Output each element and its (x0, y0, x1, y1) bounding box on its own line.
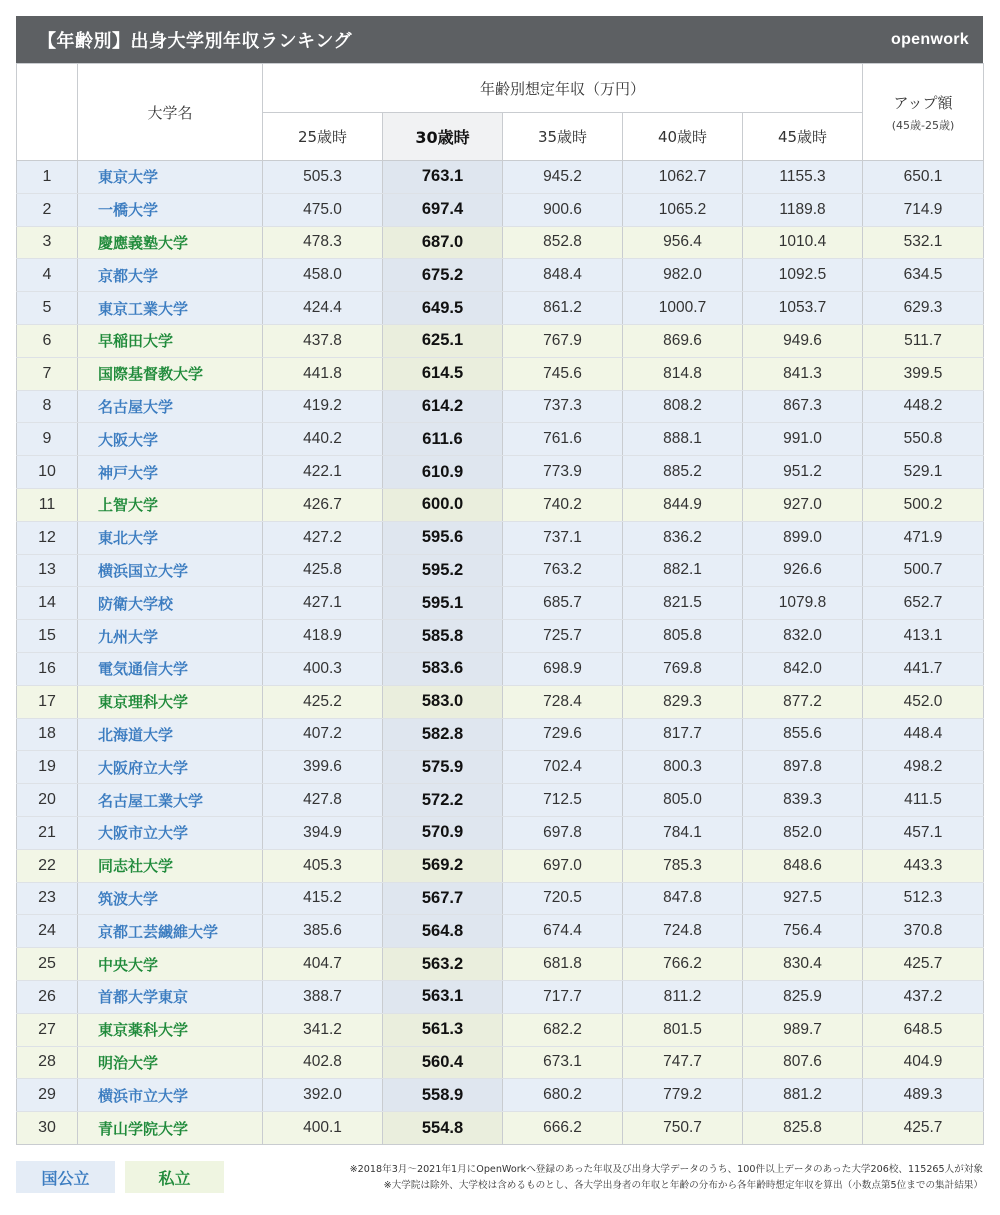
rank-cell: 14 (17, 587, 78, 620)
salary-40: 844.9 (623, 488, 743, 521)
salary-40: 982.0 (623, 259, 743, 292)
salary-45: 899.0 (743, 521, 863, 554)
salary-30: 611.6 (383, 423, 503, 456)
salary-45: 832.0 (743, 620, 863, 653)
salary-40: 800.3 (623, 751, 743, 784)
salary-35: 712.5 (503, 784, 623, 817)
table-row (17, 226, 984, 259)
salary-40: 805.0 (623, 784, 743, 817)
salary-increase: 489.3 (863, 1079, 984, 1112)
salary-increase: 714.9 (863, 193, 984, 226)
salary-25: 399.6 (263, 751, 383, 784)
university-name: 国際基督教大学 (78, 357, 263, 390)
rank-cell: 11 (17, 488, 78, 521)
salary-40: 956.4 (623, 226, 743, 259)
salary-40: 829.3 (623, 685, 743, 718)
rank-cell: 10 (17, 456, 78, 489)
salary-30: 595.2 (383, 554, 503, 587)
salary-30: 583.0 (383, 685, 503, 718)
table-row (17, 423, 984, 456)
salary-35: 666.2 (503, 1112, 623, 1145)
salary-35: 728.4 (503, 685, 623, 718)
salary-35: 725.7 (503, 620, 623, 653)
salary-35: 682.2 (503, 1013, 623, 1046)
salary-45: 927.0 (743, 488, 863, 521)
rank-cell: 26 (17, 980, 78, 1013)
salary-35: 767.9 (503, 324, 623, 357)
salary-30: 558.9 (383, 1079, 503, 1112)
salary-35: 674.4 (503, 915, 623, 948)
salary-40: 779.2 (623, 1079, 743, 1112)
salary-40: 814.8 (623, 357, 743, 390)
rank-cell: 22 (17, 849, 78, 882)
salary-25: 400.3 (263, 652, 383, 685)
salary-45: 756.4 (743, 915, 863, 948)
salary-40: 885.2 (623, 456, 743, 489)
rank-cell: 21 (17, 816, 78, 849)
rank-cell: 9 (17, 423, 78, 456)
salary-increase: 441.7 (863, 652, 984, 685)
rank-cell: 27 (17, 1013, 78, 1046)
table-row (17, 554, 984, 587)
legend-national: 国公立 (16, 1161, 115, 1193)
salary-35: 848.4 (503, 259, 623, 292)
salary-25: 341.2 (263, 1013, 383, 1046)
salary-45: 852.0 (743, 816, 863, 849)
salary-40: 724.8 (623, 915, 743, 948)
salary-35: 737.3 (503, 390, 623, 423)
salary-45: 825.8 (743, 1112, 863, 1145)
salary-30: 572.2 (383, 784, 503, 817)
salary-25: 478.3 (263, 226, 383, 259)
salary-increase: 550.8 (863, 423, 984, 456)
table-row (17, 1112, 984, 1145)
rank-cell: 4 (17, 259, 78, 292)
salary-25: 402.8 (263, 1046, 383, 1079)
salary-increase: 500.2 (863, 488, 984, 521)
salary-increase: 634.5 (863, 259, 984, 292)
university-name: 早稲田大学 (78, 324, 263, 357)
salary-45: 830.4 (743, 948, 863, 981)
rank-cell: 24 (17, 915, 78, 948)
university-name: 青山学院大学 (78, 1112, 263, 1145)
table-row (17, 324, 984, 357)
salary-45: 927.5 (743, 882, 863, 915)
salary-35: 763.2 (503, 554, 623, 587)
salary-45: 1079.8 (743, 587, 863, 620)
salary-30: 569.2 (383, 849, 503, 882)
rank-cell: 13 (17, 554, 78, 587)
salary-increase: 448.4 (863, 718, 984, 751)
rank-cell: 30 (17, 1112, 78, 1145)
salary-25: 505.3 (263, 161, 383, 194)
table-row (17, 259, 984, 292)
salary-25: 418.9 (263, 620, 383, 653)
salary-30: 570.9 (383, 816, 503, 849)
age-salary-group-header: 年齢別想定年収（万円） (263, 64, 863, 113)
salary-45: 1010.4 (743, 226, 863, 259)
salary-30: 614.5 (383, 357, 503, 390)
rank-cell: 28 (17, 1046, 78, 1079)
salary-40: 766.2 (623, 948, 743, 981)
table-row (17, 882, 984, 915)
university-name: 神戸大学 (78, 456, 263, 489)
salary-increase: 648.5 (863, 1013, 984, 1046)
salary-35: 745.6 (503, 357, 623, 390)
salary-25: 392.0 (263, 1079, 383, 1112)
salary-30: 649.5 (383, 292, 503, 325)
salary-increase: 512.3 (863, 882, 984, 915)
salary-increase: 448.2 (863, 390, 984, 423)
university-name: 筑波大学 (78, 882, 263, 915)
salary-25: 419.2 (263, 390, 383, 423)
university-name: 九州大学 (78, 620, 263, 653)
salary-45: 1092.5 (743, 259, 863, 292)
salary-40: 882.1 (623, 554, 743, 587)
salary-30: 560.4 (383, 1046, 503, 1079)
salary-35: 681.8 (503, 948, 623, 981)
salary-30: 610.9 (383, 456, 503, 489)
table-row (17, 751, 984, 784)
salary-35: 697.8 (503, 816, 623, 849)
table-row (17, 652, 984, 685)
salary-30: 583.6 (383, 652, 503, 685)
university-name: 京都大学 (78, 259, 263, 292)
brand-logo: openwork (891, 30, 969, 48)
salary-increase: 413.1 (863, 620, 984, 653)
salary-35: 680.2 (503, 1079, 623, 1112)
salary-increase: 650.1 (863, 161, 984, 194)
salary-35: 761.6 (503, 423, 623, 456)
salary-35: 720.5 (503, 882, 623, 915)
university-name: 名古屋大学 (78, 390, 263, 423)
ranking-table (16, 63, 984, 1145)
salary-45: 1189.8 (743, 193, 863, 226)
salary-40: 747.7 (623, 1046, 743, 1079)
salary-30: 697.4 (383, 193, 503, 226)
university-name: 京都工芸繊維大学 (78, 915, 263, 948)
age-25-header: 25歳時 (263, 113, 383, 161)
salary-30: 595.1 (383, 587, 503, 620)
salary-40: 784.1 (623, 816, 743, 849)
salary-45: 867.3 (743, 390, 863, 423)
salary-40: 888.1 (623, 423, 743, 456)
age-45-header: 45歳時 (743, 113, 863, 161)
salary-30: 585.8 (383, 620, 503, 653)
salary-increase: 457.1 (863, 816, 984, 849)
rank-cell: 8 (17, 390, 78, 423)
table-row (17, 357, 984, 390)
salary-25: 440.2 (263, 423, 383, 456)
salary-25: 425.2 (263, 685, 383, 718)
salary-40: 1000.7 (623, 292, 743, 325)
salary-30: 600.0 (383, 488, 503, 521)
salary-45: 839.3 (743, 784, 863, 817)
university-name: 大阪府立大学 (78, 751, 263, 784)
table-row (17, 784, 984, 817)
age-40-header: 40歳時 (623, 113, 743, 161)
salary-40: 847.8 (623, 882, 743, 915)
rank-cell: 17 (17, 685, 78, 718)
salary-40: 1062.7 (623, 161, 743, 194)
salary-25: 407.2 (263, 718, 383, 751)
salary-25: 437.8 (263, 324, 383, 357)
salary-25: 415.2 (263, 882, 383, 915)
salary-increase: 425.7 (863, 1112, 984, 1145)
university-name: 大阪大学 (78, 423, 263, 456)
rank-cell: 16 (17, 652, 78, 685)
salary-35: 900.6 (503, 193, 623, 226)
salary-30: 563.2 (383, 948, 503, 981)
salary-25: 405.3 (263, 849, 383, 882)
salary-35: 698.9 (503, 652, 623, 685)
salary-30: 763.1 (383, 161, 503, 194)
salary-25: 426.7 (263, 488, 383, 521)
salary-45: 1053.7 (743, 292, 863, 325)
salary-45: 807.6 (743, 1046, 863, 1079)
increase-header-label: アップ額 (893, 93, 953, 112)
salary-increase: 629.3 (863, 292, 984, 325)
rank-cell: 5 (17, 292, 78, 325)
university-name: 電気通信大学 (78, 652, 263, 685)
salary-45: 848.6 (743, 849, 863, 882)
rank-cell: 2 (17, 193, 78, 226)
salary-45: 877.2 (743, 685, 863, 718)
salary-45: 881.2 (743, 1079, 863, 1112)
salary-40: 769.8 (623, 652, 743, 685)
rank-cell: 7 (17, 357, 78, 390)
salary-40: 801.5 (623, 1013, 743, 1046)
university-name: 一橋大学 (78, 193, 263, 226)
rank-cell: 29 (17, 1079, 78, 1112)
salary-increase: 425.7 (863, 948, 984, 981)
salary-35: 861.2 (503, 292, 623, 325)
university-name: 東京工業大学 (78, 292, 263, 325)
salary-increase: 500.7 (863, 554, 984, 587)
salary-30: 614.2 (383, 390, 503, 423)
salary-30: 563.1 (383, 980, 503, 1013)
university-name: 慶應義塾大学 (78, 226, 263, 259)
salary-25: 388.7 (263, 980, 383, 1013)
salary-35: 740.2 (503, 488, 623, 521)
ranking-rows (17, 161, 984, 1145)
university-name: 同志社大学 (78, 849, 263, 882)
university-name: 横浜市立大学 (78, 1079, 263, 1112)
footnotes (350, 1162, 983, 1194)
university-name: 東京理科大学 (78, 685, 263, 718)
table-row (17, 521, 984, 554)
rank-cell: 23 (17, 882, 78, 915)
university-name: 北海道大学 (78, 718, 263, 751)
rank-cell: 19 (17, 751, 78, 784)
salary-30: 625.1 (383, 324, 503, 357)
university-name: 上智大学 (78, 488, 263, 521)
salary-25: 394.9 (263, 816, 383, 849)
legend (16, 1161, 224, 1193)
salary-increase: 532.1 (863, 226, 984, 259)
table-row (17, 718, 984, 751)
title-bar (16, 16, 983, 63)
salary-increase: 411.5 (863, 784, 984, 817)
salary-25: 385.6 (263, 915, 383, 948)
salary-increase: 511.7 (863, 324, 984, 357)
salary-45: 949.6 (743, 324, 863, 357)
university-name: 名古屋工業大学 (78, 784, 263, 817)
salary-45: 825.9 (743, 980, 863, 1013)
table-row (17, 915, 984, 948)
salary-25: 475.0 (263, 193, 383, 226)
table-row (17, 1013, 984, 1046)
salary-increase: 471.9 (863, 521, 984, 554)
table-row (17, 292, 984, 325)
salary-40: 785.3 (623, 849, 743, 882)
university-name: 中央大学 (78, 948, 263, 981)
salary-45: 897.8 (743, 751, 863, 784)
salary-increase: 652.7 (863, 587, 984, 620)
salary-45: 842.0 (743, 652, 863, 685)
salary-increase: 452.0 (863, 685, 984, 718)
salary-45: 841.3 (743, 357, 863, 390)
salary-40: 750.7 (623, 1112, 743, 1145)
rank-cell: 15 (17, 620, 78, 653)
salary-40: 821.5 (623, 587, 743, 620)
salary-40: 817.7 (623, 718, 743, 751)
salary-25: 441.8 (263, 357, 383, 390)
table-row (17, 193, 984, 226)
salary-30: 675.2 (383, 259, 503, 292)
salary-40: 836.2 (623, 521, 743, 554)
age-30-header: 30歳時 (383, 113, 503, 161)
age-35-header: 35歳時 (503, 113, 623, 161)
salary-30: 582.8 (383, 718, 503, 751)
table-row (17, 390, 984, 423)
university-name: 東京大学 (78, 161, 263, 194)
increase-header (863, 64, 984, 161)
table-row (17, 1079, 984, 1112)
table-row (17, 161, 984, 194)
table-row (17, 948, 984, 981)
salary-30: 561.3 (383, 1013, 503, 1046)
rank-cell: 20 (17, 784, 78, 817)
salary-increase: 437.2 (863, 980, 984, 1013)
salary-40: 869.6 (623, 324, 743, 357)
university-name: 横浜国立大学 (78, 554, 263, 587)
table-row (17, 980, 984, 1013)
salary-increase: 498.2 (863, 751, 984, 784)
salary-30: 575.9 (383, 751, 503, 784)
legend-private: 私立 (125, 1161, 224, 1193)
table-row (17, 816, 984, 849)
salary-increase: 443.3 (863, 849, 984, 882)
salary-45: 951.2 (743, 456, 863, 489)
footnote-method: ※大学院は除外、大学校は含めるものとし、各大学出身者の年収と年齢の分布から各年齢時想定年収を算出（小数点第5位までの集計結果） (383, 1180, 983, 1191)
rank-header (17, 64, 78, 161)
rank-cell: 18 (17, 718, 78, 751)
salary-35: 697.0 (503, 849, 623, 882)
rank-cell: 12 (17, 521, 78, 554)
salary-increase: 404.9 (863, 1046, 984, 1079)
salary-40: 1065.2 (623, 193, 743, 226)
salary-45: 989.7 (743, 1013, 863, 1046)
salary-25: 425.8 (263, 554, 383, 587)
salary-30: 554.8 (383, 1112, 503, 1145)
increase-header-sublabel: (45歳-25歳) (891, 118, 955, 132)
salary-increase: 370.8 (863, 915, 984, 948)
salary-35: 773.9 (503, 456, 623, 489)
salary-30: 567.7 (383, 882, 503, 915)
salary-30: 687.0 (383, 226, 503, 259)
university-name: 明治大学 (78, 1046, 263, 1079)
salary-25: 404.7 (263, 948, 383, 981)
salary-35: 945.2 (503, 161, 623, 194)
university-name: 東京薬科大学 (78, 1013, 263, 1046)
university-name: 首都大学東京 (78, 980, 263, 1013)
salary-25: 400.1 (263, 1112, 383, 1145)
salary-45: 855.6 (743, 718, 863, 751)
salary-35: 737.1 (503, 521, 623, 554)
university-name: 大阪市立大学 (78, 816, 263, 849)
rank-cell: 25 (17, 948, 78, 981)
salary-35: 852.8 (503, 226, 623, 259)
table-row (17, 1046, 984, 1079)
salary-40: 805.8 (623, 620, 743, 653)
table-row (17, 685, 984, 718)
salary-35: 702.4 (503, 751, 623, 784)
salary-25: 427.2 (263, 521, 383, 554)
salary-25: 427.8 (263, 784, 383, 817)
table-row (17, 456, 984, 489)
salary-45: 991.0 (743, 423, 863, 456)
table-row (17, 488, 984, 521)
salary-35: 729.6 (503, 718, 623, 751)
salary-35: 685.7 (503, 587, 623, 620)
rank-cell: 1 (17, 161, 78, 194)
footnote-data-source: ※2018年3月〜2021年1月にOpenWorkへ登録のあった年収及び出身大学データのうち、100件以上データのあった大学206校、115265人が対象 (349, 1164, 983, 1175)
salary-45: 1155.3 (743, 161, 863, 194)
salary-40: 811.2 (623, 980, 743, 1013)
salary-35: 673.1 (503, 1046, 623, 1079)
salary-35: 717.7 (503, 980, 623, 1013)
salary-25: 427.1 (263, 587, 383, 620)
salary-25: 458.0 (263, 259, 383, 292)
table-row (17, 849, 984, 882)
salary-45: 926.6 (743, 554, 863, 587)
salary-25: 424.4 (263, 292, 383, 325)
university-name-header: 大学名 (78, 64, 263, 161)
salary-25: 422.1 (263, 456, 383, 489)
ranking-panel (16, 16, 983, 1145)
rank-cell: 6 (17, 324, 78, 357)
salary-30: 595.6 (383, 521, 503, 554)
salary-40: 808.2 (623, 390, 743, 423)
salary-30: 564.8 (383, 915, 503, 948)
page-title: 【年齢別】出身大学別年収ランキング (38, 30, 352, 52)
table-row (17, 587, 984, 620)
salary-increase: 529.1 (863, 456, 984, 489)
table-row (17, 620, 984, 653)
university-name: 防衛大学校 (78, 587, 263, 620)
university-name: 東北大学 (78, 521, 263, 554)
rank-cell: 3 (17, 226, 78, 259)
salary-increase: 399.5 (863, 357, 984, 390)
